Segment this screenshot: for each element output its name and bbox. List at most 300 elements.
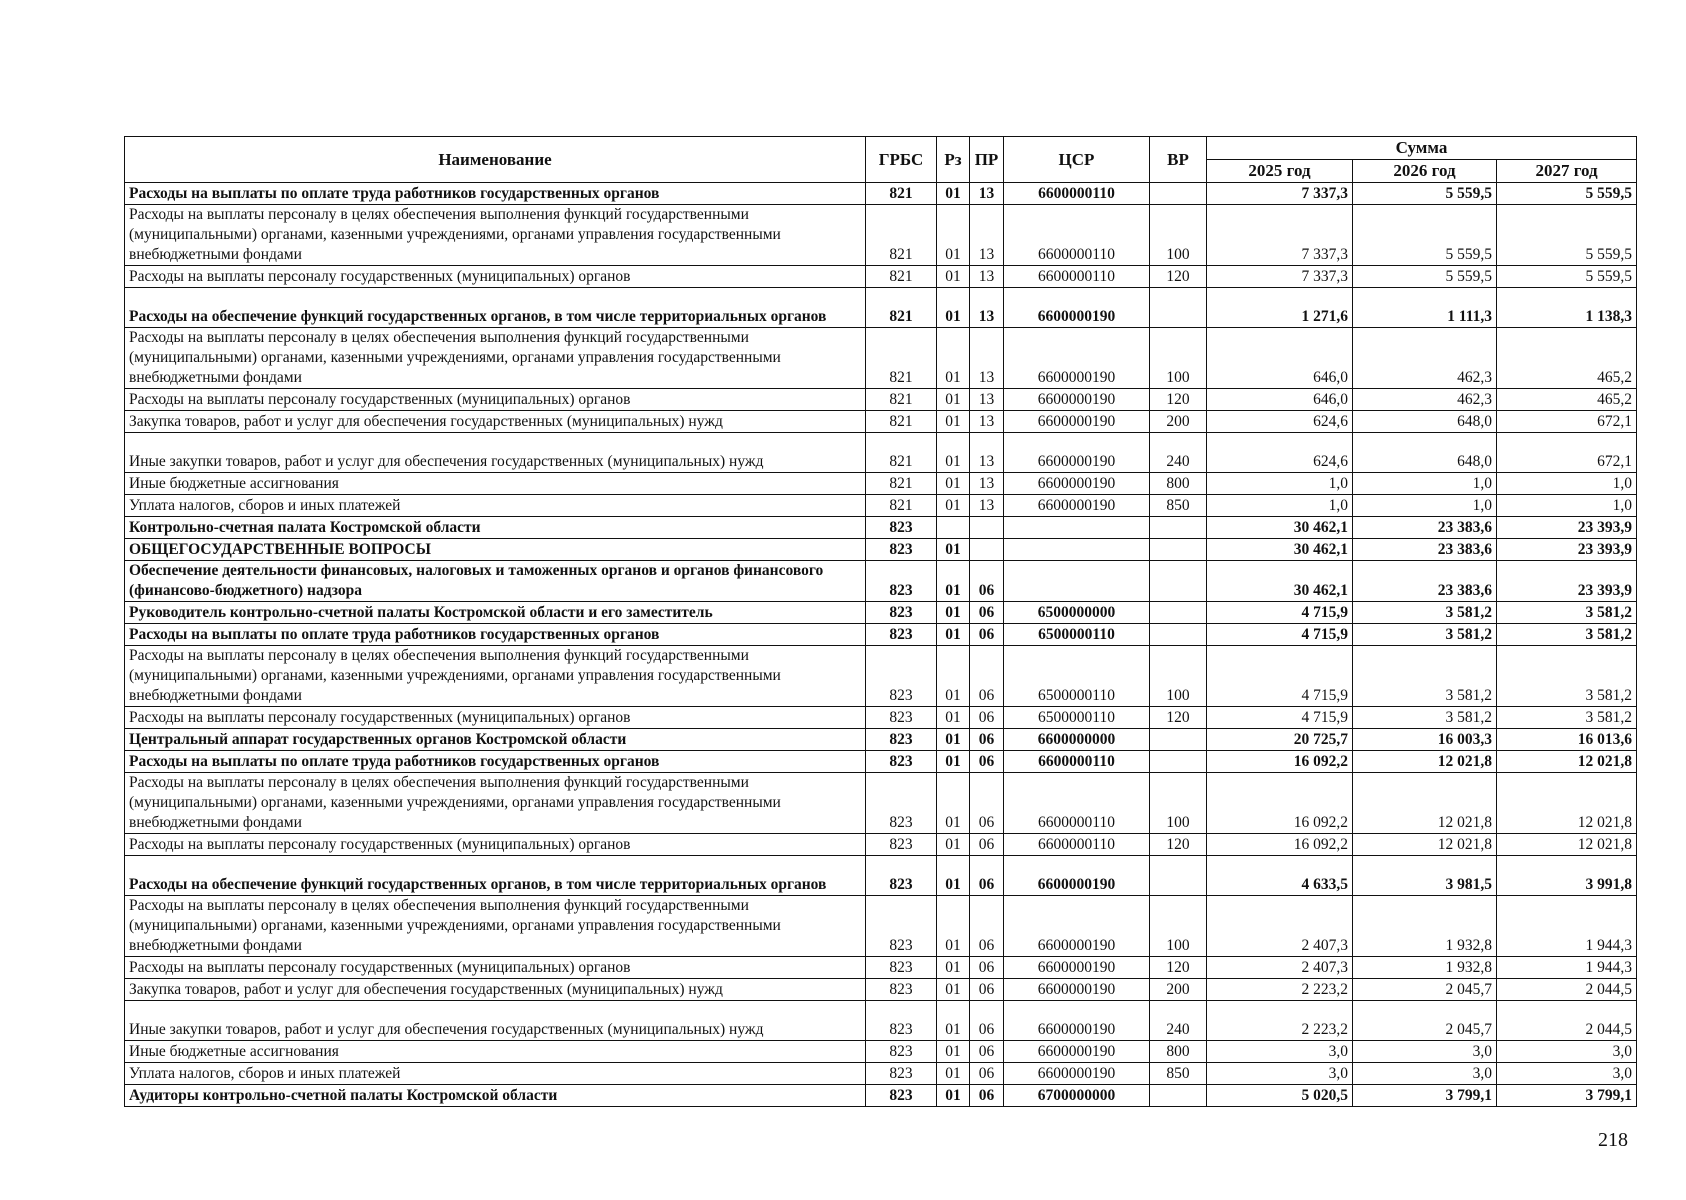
row-amount-2025: 16 092,2 [1207,773,1353,834]
row-amount-2027: 12 021,8 [1497,834,1637,856]
row-grbs: 823 [866,624,937,646]
row-vr [1150,288,1207,328]
row-rz: 01 [937,707,970,729]
row-rz: 01 [937,495,970,517]
row-rz: 01 [937,751,970,773]
row-vr: 240 [1150,433,1207,473]
row-csr: 6500000110 [1004,624,1150,646]
row-vr [1150,751,1207,773]
table-row [125,1001,1637,1041]
row-pr: 06 [970,773,1004,834]
row-pr: 13 [970,288,1004,328]
row-vr: 850 [1150,1063,1207,1085]
row-csr: 6600000190 [1004,957,1150,979]
row-amount-2026: 23 383,6 [1353,561,1497,602]
row-rz: 01 [937,729,970,751]
row-grbs: 823 [866,957,937,979]
row-amount-2025: 4 715,9 [1207,707,1353,729]
row-csr: 6600000190 [1004,411,1150,433]
row-amount-2027: 465,2 [1497,328,1637,389]
row-amount-2027: 1,0 [1497,473,1637,495]
row-name: Расходы на выплаты персоналу в целях обеспечения выполнения функций государственными (муниципальными) органами, казенными учреждениями, органами управления государственными внебюджетными фондами [125,205,866,266]
row-name: Аудиторы контрольно-счетной палаты Костромской области [125,1085,866,1107]
row-rz: 01 [937,957,970,979]
row-vr: 120 [1150,957,1207,979]
row-amount-2026: 3 799,1 [1353,1085,1497,1107]
row-amount-2026: 2 045,7 [1353,1001,1497,1041]
row-csr: 6600000190 [1004,433,1150,473]
row-amount-2025: 4 715,9 [1207,624,1353,646]
table-row [125,624,1637,646]
row-pr [970,517,1004,539]
row-vr: 120 [1150,266,1207,288]
row-pr: 13 [970,473,1004,495]
row-amount-2027: 3 991,8 [1497,856,1637,896]
row-pr: 13 [970,183,1004,205]
row-amount-2027: 3 581,2 [1497,624,1637,646]
row-amount-2025: 7 337,3 [1207,205,1353,266]
row-pr: 06 [970,957,1004,979]
row-amount-2027: 3,0 [1497,1041,1637,1063]
row-rz: 01 [937,328,970,389]
row-name: Уплата налогов, сборов и иных платежей [125,1063,866,1085]
row-rz [937,517,970,539]
row-amount-2026: 462,3 [1353,389,1497,411]
row-rz: 01 [937,834,970,856]
table-row [125,834,1637,856]
row-pr: 06 [970,624,1004,646]
header-csr: ЦСР [1004,137,1150,183]
row-vr [1150,624,1207,646]
table-row [125,473,1637,495]
row-rz: 01 [937,288,970,328]
row-amount-2025: 2 223,2 [1207,1001,1353,1041]
row-pr: 13 [970,495,1004,517]
row-csr: 6600000190 [1004,896,1150,957]
row-amount-2026: 648,0 [1353,411,1497,433]
row-pr: 06 [970,602,1004,624]
row-grbs: 821 [866,183,937,205]
row-vr: 240 [1150,1001,1207,1041]
row-vr: 100 [1150,205,1207,266]
row-name: Контрольно-счетная палата Костромской области [125,517,866,539]
row-amount-2026: 2 045,7 [1353,979,1497,1001]
row-amount-2025: 4 633,5 [1207,856,1353,896]
table-row [125,856,1637,896]
row-amount-2025: 624,6 [1207,411,1353,433]
row-rz: 01 [937,1001,970,1041]
row-grbs: 821 [866,411,937,433]
row-amount-2027: 2 044,5 [1497,979,1637,1001]
table-row [125,896,1637,957]
row-amount-2027: 1 138,3 [1497,288,1637,328]
row-name: Расходы на выплаты персоналу государственных (муниципальных) органов [125,389,866,411]
row-amount-2025: 3,0 [1207,1063,1353,1085]
row-grbs: 821 [866,205,937,266]
row-pr: 06 [970,979,1004,1001]
row-csr [1004,561,1150,602]
row-amount-2027: 672,1 [1497,433,1637,473]
row-csr: 6600000190 [1004,389,1150,411]
row-vr: 850 [1150,495,1207,517]
row-rz: 01 [937,183,970,205]
row-csr: 6600000190 [1004,495,1150,517]
row-csr: 6600000190 [1004,1063,1150,1085]
row-vr: 100 [1150,896,1207,957]
row-pr: 06 [970,1041,1004,1063]
row-grbs: 821 [866,389,937,411]
row-grbs: 823 [866,979,937,1001]
row-amount-2025: 1,0 [1207,495,1353,517]
row-name: Иные закупки товаров, работ и услуг для обеспечения государственных (муниципальных) нужд [125,1001,866,1041]
row-pr: 06 [970,729,1004,751]
row-amount-2026: 5 559,5 [1353,205,1497,266]
row-rz: 01 [937,773,970,834]
row-amount-2025: 646,0 [1207,389,1353,411]
row-amount-2027: 5 559,5 [1497,183,1637,205]
row-grbs: 823 [866,1041,937,1063]
row-name: Центральный аппарат государственных органов Костромской области [125,729,866,751]
row-rz: 01 [937,266,970,288]
row-vr: 120 [1150,707,1207,729]
header-name: Наименование [125,137,866,183]
row-amount-2025: 1,0 [1207,473,1353,495]
row-grbs: 823 [866,561,937,602]
row-rz: 01 [937,624,970,646]
row-amount-2026: 1,0 [1353,473,1497,495]
row-amount-2025: 30 462,1 [1207,561,1353,602]
row-amount-2026: 3,0 [1353,1063,1497,1085]
row-vr: 100 [1150,773,1207,834]
row-name: Расходы на выплаты персоналу государственных (муниципальных) органов [125,266,866,288]
row-amount-2025: 16 092,2 [1207,751,1353,773]
row-amount-2027: 16 013,6 [1497,729,1637,751]
row-name: Обеспечение деятельности финансовых, налоговых и таможенных органов и органов финансового (финансово-бюджетного) надзора [125,561,866,602]
header-year-2026: 2026 год [1353,160,1497,183]
row-grbs: 823 [866,707,937,729]
row-amount-2027: 3 581,2 [1497,707,1637,729]
row-grbs: 823 [866,1085,937,1107]
row-vr: 800 [1150,473,1207,495]
row-amount-2026: 648,0 [1353,433,1497,473]
row-amount-2026: 12 021,8 [1353,834,1497,856]
row-grbs: 823 [866,602,937,624]
row-amount-2025: 1 271,6 [1207,288,1353,328]
table-row [125,183,1637,205]
row-rz: 01 [937,856,970,896]
header-year-2027: 2027 год [1497,160,1637,183]
row-amount-2027: 2 044,5 [1497,1001,1637,1041]
row-pr: 06 [970,561,1004,602]
row-pr [970,539,1004,561]
table-row [125,979,1637,1001]
row-name: Расходы на выплаты по оплате труда работников государственных органов [125,624,866,646]
row-grbs: 821 [866,328,937,389]
table-row [125,773,1637,834]
row-vr [1150,183,1207,205]
row-csr: 6600000110 [1004,773,1150,834]
row-csr [1004,517,1150,539]
table-row [125,646,1637,707]
row-pr: 06 [970,856,1004,896]
row-amount-2027: 465,2 [1497,389,1637,411]
row-amount-2025: 2 223,2 [1207,979,1353,1001]
row-pr: 13 [970,266,1004,288]
row-amount-2026: 3 581,2 [1353,624,1497,646]
row-name: Расходы на выплаты персоналу государственных (муниципальных) органов [125,957,866,979]
row-amount-2025: 16 092,2 [1207,834,1353,856]
row-rz: 01 [937,979,970,1001]
row-amount-2027: 3 581,2 [1497,602,1637,624]
row-pr: 13 [970,205,1004,266]
row-vr [1150,729,1207,751]
row-amount-2025: 646,0 [1207,328,1353,389]
row-vr: 120 [1150,389,1207,411]
row-amount-2026: 3 581,2 [1353,602,1497,624]
row-grbs: 823 [866,517,937,539]
row-pr: 13 [970,411,1004,433]
row-pr: 06 [970,646,1004,707]
row-amount-2026: 16 003,3 [1353,729,1497,751]
row-grbs: 823 [866,834,937,856]
row-vr: 120 [1150,834,1207,856]
row-amount-2025: 624,6 [1207,433,1353,473]
row-amount-2026: 1 932,8 [1353,896,1497,957]
table-row [125,751,1637,773]
table-row [125,389,1637,411]
row-amount-2025: 30 462,1 [1207,539,1353,561]
row-csr: 6600000110 [1004,266,1150,288]
row-name: Уплата налогов, сборов и иных платежей [125,495,866,517]
table-row [125,517,1637,539]
row-amount-2026: 1 932,8 [1353,957,1497,979]
page-number: 218 [1598,1129,1628,1151]
row-vr [1150,1085,1207,1107]
row-csr: 6600000110 [1004,751,1150,773]
header-rz: Рз [937,137,970,183]
row-name: Закупка товаров, работ и услуг для обеспечения государственных (муниципальных) нужд [125,411,866,433]
row-amount-2027: 1,0 [1497,495,1637,517]
row-vr [1150,517,1207,539]
row-rz: 01 [937,389,970,411]
row-grbs: 823 [866,856,937,896]
row-csr: 6600000190 [1004,856,1150,896]
row-amount-2025: 7 337,3 [1207,266,1353,288]
row-csr: 6600000110 [1004,205,1150,266]
row-vr [1150,856,1207,896]
row-amount-2025: 30 462,1 [1207,517,1353,539]
row-csr: 6600000190 [1004,979,1150,1001]
table-row [125,539,1637,561]
row-amount-2026: 23 383,6 [1353,539,1497,561]
row-vr [1150,602,1207,624]
row-grbs: 823 [866,729,937,751]
row-csr: 6600000190 [1004,473,1150,495]
row-csr: 6700000000 [1004,1085,1150,1107]
row-rz: 01 [937,561,970,602]
row-rz: 01 [937,1085,970,1107]
row-grbs: 821 [866,495,937,517]
table-row [125,266,1637,288]
row-amount-2027: 3 799,1 [1497,1085,1637,1107]
row-amount-2027: 3,0 [1497,1063,1637,1085]
table-row [125,411,1637,433]
table-row [125,602,1637,624]
row-name: Иные бюджетные ассигнования [125,473,866,495]
row-grbs: 823 [866,751,937,773]
row-name: Расходы на обеспечение функций государственных органов, в том числе территориальных органов [125,288,866,328]
row-amount-2027: 3 581,2 [1497,646,1637,707]
row-rz: 01 [937,646,970,707]
row-amount-2025: 20 725,7 [1207,729,1353,751]
row-csr [1004,539,1150,561]
row-amount-2027: 5 559,5 [1497,205,1637,266]
row-name: Иные бюджетные ассигнования [125,1041,866,1063]
table-row [125,729,1637,751]
row-amount-2027: 23 393,9 [1497,539,1637,561]
row-csr: 6600000190 [1004,1041,1150,1063]
header-sum: Сумма [1207,137,1637,160]
row-amount-2025: 4 715,9 [1207,646,1353,707]
header-year-2025: 2025 год [1207,160,1353,183]
row-amount-2027: 23 393,9 [1497,517,1637,539]
row-name: Расходы на выплаты по оплате труда работников государственных органов [125,183,866,205]
row-name: Расходы на выплаты персоналу государственных (муниципальных) органов [125,707,866,729]
row-grbs: 823 [866,1001,937,1041]
row-csr: 6600000000 [1004,729,1150,751]
row-rz: 01 [937,411,970,433]
row-amount-2027: 1 944,3 [1497,957,1637,979]
row-pr: 13 [970,433,1004,473]
row-amount-2026: 3 581,2 [1353,646,1497,707]
row-amount-2027: 672,1 [1497,411,1637,433]
row-vr [1150,561,1207,602]
row-grbs: 821 [866,433,937,473]
row-name: Закупка товаров, работ и услуг для обеспечения государственных (муниципальных) нужд [125,979,866,1001]
row-rz: 01 [937,602,970,624]
row-csr: 6500000110 [1004,707,1150,729]
table-row [125,561,1637,602]
row-pr: 06 [970,896,1004,957]
row-rz: 01 [937,1041,970,1063]
row-rz: 01 [937,433,970,473]
row-amount-2026: 5 559,5 [1353,266,1497,288]
header-pr: ПР [970,137,1004,183]
row-amount-2026: 12 021,8 [1353,751,1497,773]
row-amount-2026: 3 981,5 [1353,856,1497,896]
row-csr: 6600000110 [1004,183,1150,205]
row-name: Расходы на выплаты персоналу государственных (муниципальных) органов [125,834,866,856]
row-amount-2027: 23 393,9 [1497,561,1637,602]
row-pr: 06 [970,1085,1004,1107]
row-amount-2026: 5 559,5 [1353,183,1497,205]
row-csr: 6600000190 [1004,288,1150,328]
table-row [125,288,1637,328]
table-row [125,1085,1637,1107]
row-pr: 06 [970,751,1004,773]
row-name: Расходы на выплаты персоналу в целях обеспечения выполнения функций государственными (муниципальными) органами, казенными учреждениями, органами управления государственными внебюджетными фондами [125,646,866,707]
row-name: Руководитель контрольно-счетной палаты Костромской области и его заместитель [125,602,866,624]
row-rz: 01 [937,539,970,561]
row-amount-2025: 3,0 [1207,1041,1353,1063]
row-grbs: 823 [866,773,937,834]
table-body [125,183,1637,1107]
row-amount-2026: 462,3 [1353,328,1497,389]
row-vr: 100 [1150,646,1207,707]
row-pr: 13 [970,328,1004,389]
row-pr: 06 [970,1001,1004,1041]
row-amount-2026: 23 383,6 [1353,517,1497,539]
row-pr: 13 [970,389,1004,411]
row-amount-2025: 4 715,9 [1207,602,1353,624]
row-rz: 01 [937,205,970,266]
budget-table [124,136,1637,1107]
row-amount-2025: 2 407,3 [1207,896,1353,957]
row-grbs: 823 [866,539,937,561]
row-pr: 06 [970,1063,1004,1085]
row-amount-2027: 12 021,8 [1497,751,1637,773]
table-row [125,328,1637,389]
row-grbs: 821 [866,266,937,288]
row-rz: 01 [937,473,970,495]
table-row [125,957,1637,979]
row-pr: 06 [970,834,1004,856]
row-amount-2026: 1 111,3 [1353,288,1497,328]
row-amount-2025: 5 020,5 [1207,1085,1353,1107]
row-vr: 100 [1150,328,1207,389]
row-pr: 06 [970,707,1004,729]
row-csr: 6600000190 [1004,1001,1150,1041]
row-csr: 6500000000 [1004,602,1150,624]
row-amount-2027: 1 944,3 [1497,896,1637,957]
row-rz: 01 [937,1063,970,1085]
table-row [125,1041,1637,1063]
table-row [125,495,1637,517]
row-name: Расходы на обеспечение функций государственных органов, в том числе территориальных органов [125,856,866,896]
row-vr: 200 [1150,411,1207,433]
row-grbs: 823 [866,646,937,707]
row-name: Расходы на выплаты персоналу в целях обеспечения выполнения функций государственными (муниципальными) органами, казенными учреждениями, органами управления государственными внебюджетными фондами [125,896,866,957]
row-rz: 01 [937,896,970,957]
row-amount-2025: 7 337,3 [1207,183,1353,205]
row-amount-2026: 12 021,8 [1353,773,1497,834]
row-name: ОБЩЕГОСУДАРСТВЕННЫЕ ВОПРОСЫ [125,539,866,561]
row-name: Расходы на выплаты персоналу в целях обеспечения выполнения функций государственными (муниципальными) органами, казенными учреждениями, органами управления государственными внебюджетными фондами [125,328,866,389]
row-csr: 6600000190 [1004,328,1150,389]
row-amount-2026: 1,0 [1353,495,1497,517]
header-vr: ВР [1150,137,1207,183]
row-grbs: 823 [866,896,937,957]
row-grbs: 821 [866,288,937,328]
header-grbs: ГРБС [866,137,937,183]
row-vr: 200 [1150,979,1207,1001]
row-amount-2026: 3,0 [1353,1041,1497,1063]
row-vr: 800 [1150,1041,1207,1063]
row-vr [1150,539,1207,561]
row-csr: 6600000110 [1004,834,1150,856]
row-grbs: 821 [866,473,937,495]
row-name: Расходы на выплаты по оплате труда работников государственных органов [125,751,866,773]
row-amount-2026: 3 581,2 [1353,707,1497,729]
table-row [125,205,1637,266]
row-name: Иные закупки товаров, работ и услуг для обеспечения государственных (муниципальных) нужд [125,433,866,473]
table-row [125,707,1637,729]
row-csr: 6500000110 [1004,646,1150,707]
row-amount-2027: 5 559,5 [1497,266,1637,288]
row-amount-2025: 2 407,3 [1207,957,1353,979]
table-row [125,1063,1637,1085]
row-grbs: 823 [866,1063,937,1085]
